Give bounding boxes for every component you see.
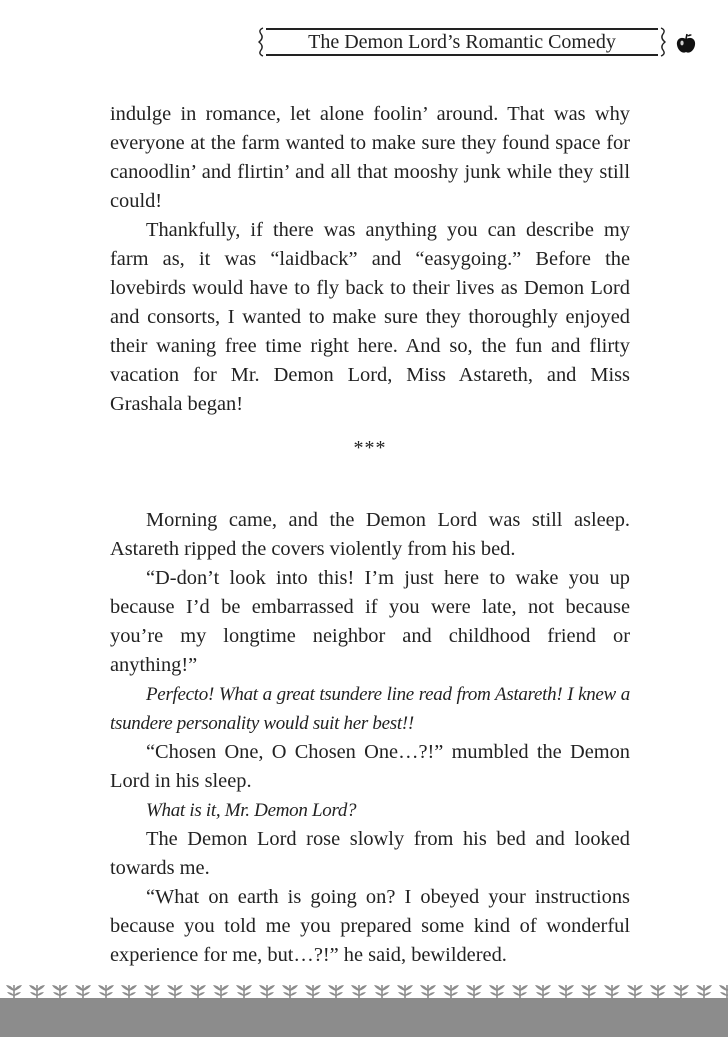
- leaf-ornament-icon: [29, 985, 45, 999]
- book-title: The Demon Lord’s Romantic Comedy: [308, 31, 616, 53]
- leaf-ornament-icon: [144, 985, 160, 999]
- paragraph: indulge in romance, let alone foolin’ around. That was why everyone at the farm wanted to make sure they found space for canoodlin’ and flirtin’ and all that mooshy junk while they still could!: [110, 103, 630, 212]
- footer-ornament: [0, 975, 728, 1037]
- leaf-ornament-icon: [121, 985, 137, 999]
- leaf-ornament-icon: [374, 985, 390, 999]
- leaf-ornament-icon: [6, 985, 22, 999]
- leaf-ornament-icon: [259, 985, 275, 999]
- paragraph: “D-don’t look into this! I’m just here to wake you up because I’d be embarrassed if you were late, not because you’re my longtime neighbor and childhood friend or anything!”: [110, 567, 630, 676]
- leaf-ornament-icon: [581, 985, 597, 999]
- leaf-ornament-icon: [535, 985, 551, 999]
- header-flourish-right-icon: [658, 26, 668, 58]
- leaf-ornament-icon: [213, 985, 229, 999]
- leaf-ornament-row: [0, 975, 728, 1005]
- leaf-ornament-icon: [282, 985, 298, 999]
- apple-icon: [675, 33, 697, 55]
- leaf-ornament-icon: [673, 985, 689, 999]
- leaf-ornament-icon: [328, 985, 344, 999]
- leaf-ornament-icon: [52, 985, 68, 999]
- leaf-ornament-icon: [512, 985, 528, 999]
- body-text: [110, 100, 630, 970]
- leaf-ornament-icon: [627, 985, 643, 999]
- running-header: [256, 22, 668, 62]
- leaf-ornament-icon: [466, 985, 482, 999]
- leaf-ornament-icon: [696, 985, 712, 999]
- leaf-ornament-icon: [420, 985, 436, 999]
- leaf-ornament-icon: [75, 985, 91, 999]
- inner-thought-paragraph: What is it, Mr. Demon Lord?: [146, 800, 357, 821]
- leaf-ornament-icon: [604, 985, 620, 999]
- leaf-ornament-icon: [351, 985, 367, 999]
- paragraph: “What on earth is going on? I obeyed your instructions because you told me you prepared some kind of wonderful experience for me, but…?!” he said, bewildered.: [110, 886, 630, 966]
- leaf-ornament-icon: [650, 985, 666, 999]
- leaf-ornament-icon: [489, 985, 505, 999]
- leaf-ornament-icon: [167, 985, 183, 999]
- paragraph: Morning came, and the Demon Lord was still asleep. Astareth ripped the covers violently from his bed.: [110, 509, 630, 560]
- header-flourish-left-icon: [256, 26, 266, 58]
- leaf-ornament-icon: [558, 985, 574, 999]
- leaf-ornament-icon: [305, 985, 321, 999]
- inner-thought-paragraph: Perfecto! What a great tsundere line read from Astareth! I knew a tsundere personality would suit her best!!: [110, 684, 630, 734]
- leaf-ornament-icon: [190, 985, 206, 999]
- paragraph: “Chosen One, O Chosen One…?!” mumbled the Demon Lord in his sleep.: [110, 741, 630, 792]
- paragraph: Thankfully, if there was anything you can describe my farm as, it was “laidback” and “easygoing.” Before the lovebirds would have to fly back to their lives as Demon Lord and consorts, I wanted to make sure they thoroughly enjoyed their waning free time right here. And so, the fun and flirty vacation for Mr. Demon Lord, Miss Astareth, and Miss Grashala began!: [110, 219, 630, 415]
- leaf-ornament-icon: [98, 985, 114, 999]
- leaf-ornament-icon: [443, 985, 459, 999]
- leaf-ornament-icon: [397, 985, 413, 999]
- leaf-ornament-icon: [236, 985, 252, 999]
- leaf-ornament-icon: [719, 985, 728, 999]
- paragraph: The Demon Lord rose slowly from his bed and looked towards me.: [110, 828, 630, 879]
- scene-break: ***: [353, 437, 387, 459]
